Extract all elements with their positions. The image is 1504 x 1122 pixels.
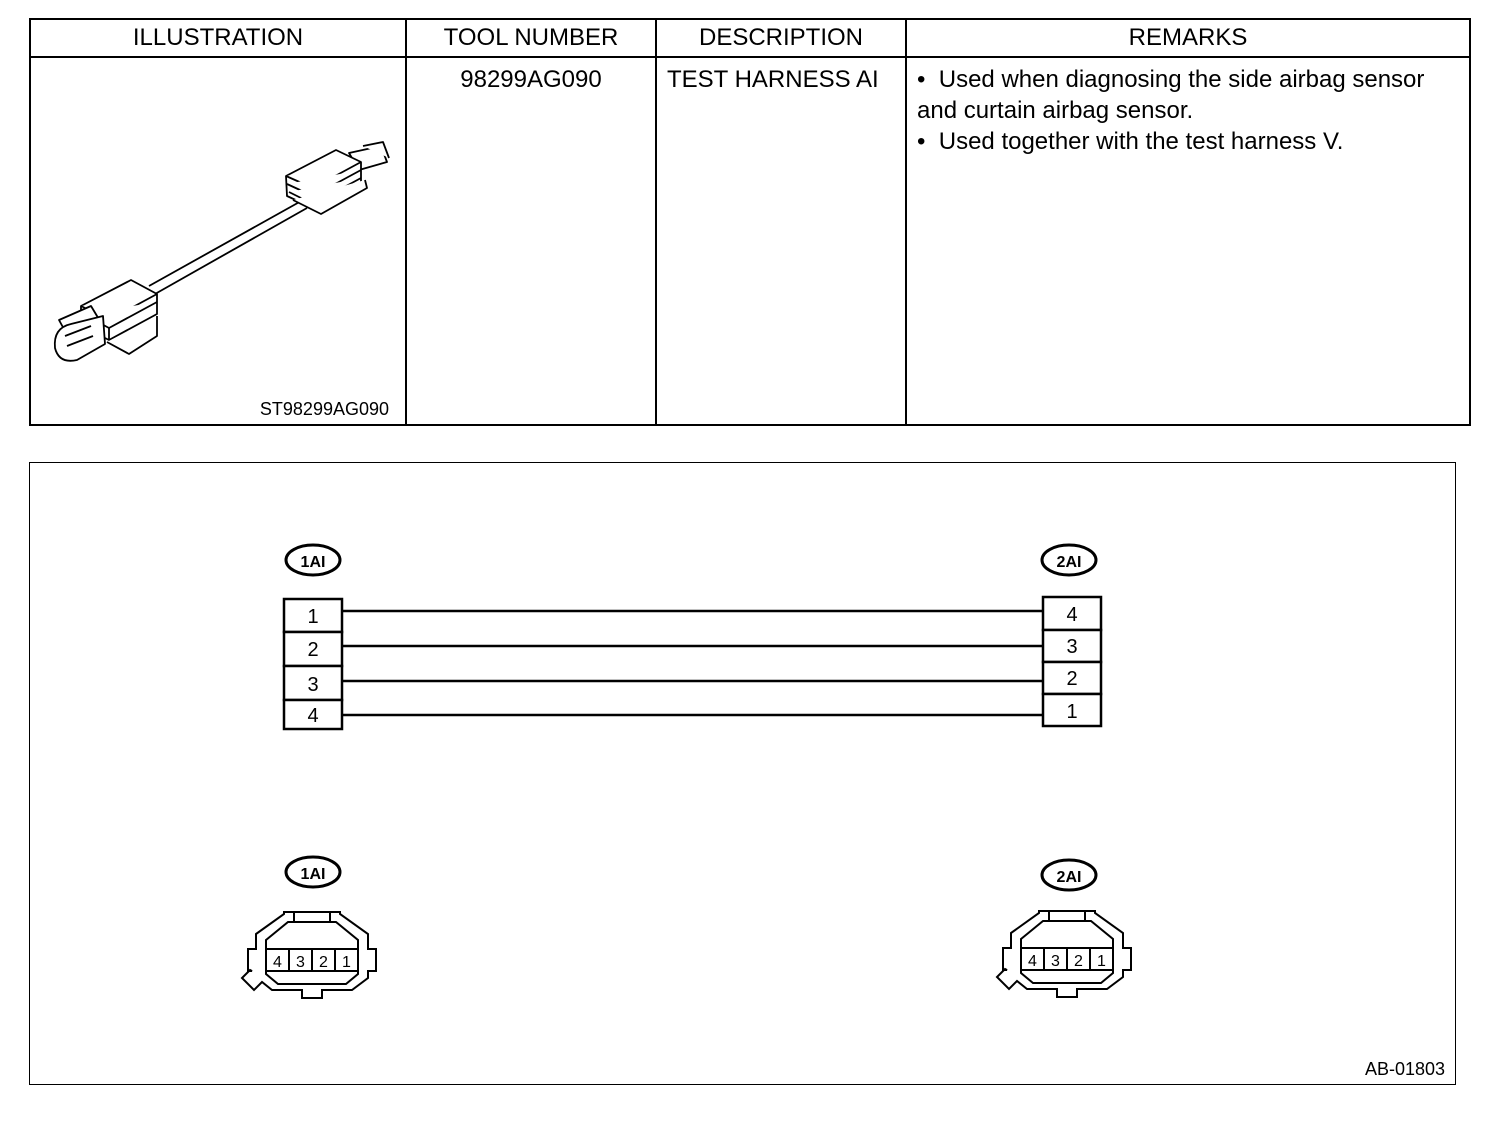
- wires: [342, 611, 1043, 715]
- connector-tag-right-bottom: [1042, 860, 1096, 890]
- remark-text: Used when diagnosing the side airbag sensor and curtain airbag sensor.: [917, 66, 1425, 124]
- face-pin: 2: [319, 954, 328, 971]
- remarks-cell: [906, 57, 1470, 425]
- right-pin: 3: [1066, 636, 1078, 658]
- face-pin: 4: [273, 954, 282, 971]
- right-pin-column: [1043, 597, 1101, 726]
- remark-item: • Used together with the test harness V.: [917, 128, 1344, 155]
- remarks-list: [917, 64, 1459, 157]
- face-pin: 4: [1028, 953, 1037, 970]
- tool-table: [29, 18, 1471, 426]
- tag-label: 1AI: [300, 554, 326, 571]
- tag-label: 2AI: [1056, 554, 1082, 571]
- description-cell: TEST HARNESS AI: [656, 57, 906, 425]
- tag-label: 2AI: [1056, 869, 1082, 886]
- connector-tag-left-top: [286, 545, 340, 575]
- illustration-code: ST98299AG090: [259, 399, 389, 419]
- wiring-diagram: [29, 462, 1456, 1085]
- left-pin-column: [284, 599, 342, 729]
- table-row: [30, 57, 1470, 425]
- right-pin: 2: [1066, 668, 1078, 690]
- left-pin: 3: [307, 674, 319, 696]
- remark-text: Used together with the test harness V.: [938, 128, 1344, 155]
- tag-label: 1AI: [300, 866, 326, 883]
- test-harness-illustration: [31, 58, 407, 424]
- header-illustration: ILLUSTRATION: [30, 19, 406, 57]
- left-pin: 2: [307, 639, 319, 661]
- connector-tag-right-top: [1042, 545, 1096, 575]
- table-header-row: [30, 19, 1470, 57]
- header-remarks: REMARKS: [906, 19, 1470, 57]
- right-pin: 4: [1066, 604, 1078, 626]
- figure-id: AB-01803: [1364, 1059, 1445, 1079]
- wiring-diagram-svg: [30, 463, 1457, 1086]
- face-pin: 3: [1051, 953, 1060, 970]
- face-pin: 1: [342, 954, 351, 971]
- face-pin: 3: [296, 954, 305, 971]
- face-pin: 2: [1074, 953, 1083, 970]
- connector-face-right: [997, 911, 1131, 997]
- illustration-cell: [30, 57, 406, 425]
- remark-item: • Used when diagnosing the side airbag sensor and curtain airbag sensor.: [917, 66, 1425, 124]
- left-pin: 1: [307, 606, 319, 628]
- left-pin: 4: [307, 705, 319, 727]
- face-pin: 1: [1097, 953, 1106, 970]
- header-tool-number: TOOL NUMBER: [406, 19, 656, 57]
- tool-number-cell: 98299AG090: [406, 57, 656, 425]
- header-description: DESCRIPTION: [656, 19, 906, 57]
- connector-tag-left-bottom: [286, 857, 340, 887]
- connector-face-left: [242, 912, 376, 998]
- right-pin: 1: [1066, 701, 1078, 723]
